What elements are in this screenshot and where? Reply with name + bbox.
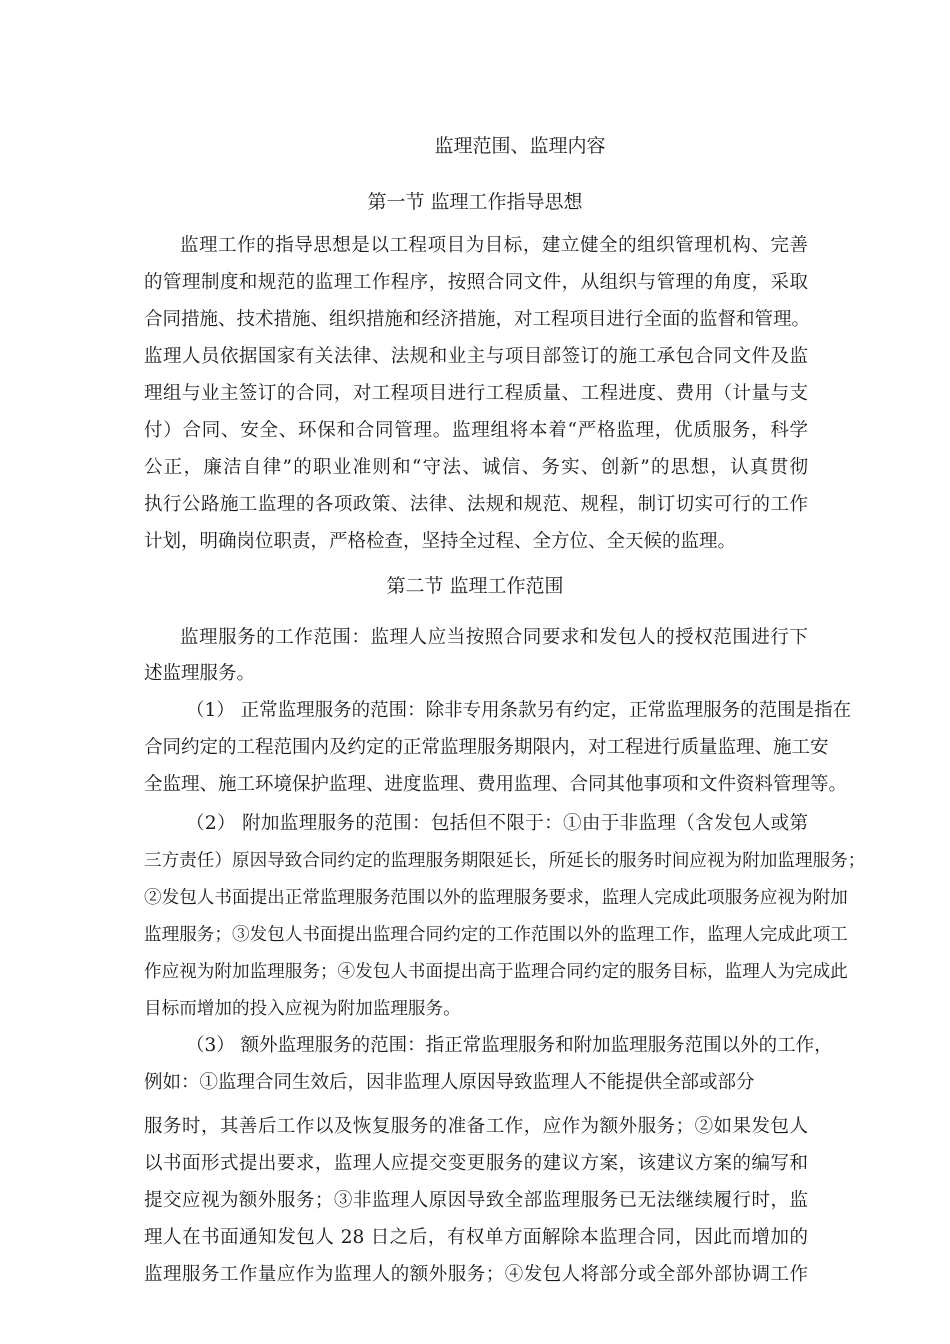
section2-heading: 第二节 监理工作范围: [386, 575, 564, 597]
document-title: 监理范围、监理内容: [434, 135, 606, 157]
item2-paragraph-line: 监理服务；③发包人书面提出监理合同约定的工作范围以外的监理工作，监理人完成此项工: [144, 925, 848, 945]
item3-paragraph-line: 以书面形式提出要求，监理人应提交变更服务的建议方案，该建议方案的编写和: [144, 1153, 808, 1174]
section1-paragraph-line: 合同措施、技术措施、组织措施和经济措施，对工程项目进行全面的监督和管理。: [144, 309, 811, 330]
item2-paragraph-line: 作应视为附加监理服务；④发包人书面提出高于监理合同约定的服务目标，监理人为完成此: [144, 962, 848, 982]
item3-paragraph-line: 提交应视为额外服务；③非监理人原因导致全部监理服务已无法继续履行时，监: [144, 1190, 808, 1211]
intro-paragraph-line: 监理服务的工作范围：监理人应当按照合同要求和发包人的授权范围进行下: [180, 627, 808, 648]
item3-paragraph-line: 理人在书面通知发包人 28 日之后，有权单方面解除本监理合同，因此而增加的: [144, 1227, 808, 1248]
section1-paragraph-line: 公正，廉洁自律”的职业准则和“守法、诚信、务实、创新”的思想，认真贯彻: [144, 457, 808, 478]
intro-paragraph-line: 述监理服务。: [144, 663, 256, 684]
section1-paragraph-line: 执行公路施工监理的各项政策、法律、法规和规范、规程，制订切实可行的工作: [144, 494, 808, 515]
item2-paragraph-line: 目标而增加的投入应视为附加监理服务。: [144, 999, 461, 1019]
item1-paragraph-line: 合同约定的工程范围内及约定的正常监理服务期限内，对工程进行质量监理、施工安: [144, 737, 829, 758]
section1-paragraph-line: 付）合同、安全、环保和合同管理。监理组将本着“严格监理，优质服务，科学: [144, 420, 808, 441]
item3-paragraph-line: 服务时，其善后工作以及恢复服务的准备工作，应作为额外服务；②如果发包人: [144, 1116, 808, 1137]
item2-paragraph-line: （2） 附加监理服务的范围：包括但不限于：①由于非监理（含发包人或第: [186, 813, 808, 834]
section1-paragraph-line: 计划，明确岗位职责，严格检查，坚持全过程、全方位、全天候的监理。: [144, 531, 737, 552]
section1-heading: 第一节 监理工作指导思想: [367, 191, 583, 213]
section1-paragraph-line: 监理工作的指导思想是以工程项目为目标，建立健全的组织管理机构、完善: [180, 235, 808, 256]
item3-paragraph-line: 例如：①监理合同生效后，因非监理人原因导致监理人不能提供全部或部分: [144, 1072, 755, 1093]
section1-paragraph-line: 的管理制度和规范的监理工作程序，按照合同文件，从组织与管理的角度，采取: [144, 272, 808, 293]
item2-paragraph-line: 三方责任）原因导致合同约定的监理服务期限延长，所延长的服务时间应视为附加监理服务；: [144, 851, 866, 871]
item3-paragraph-line: （3） 额外监理服务的范围：指正常监理服务和附加监理服务范围以外的工作，: [186, 1035, 833, 1056]
section1-paragraph-line: 监理人员依据国家有关法律、法规和业主与项目部签订的施工承包合同文件及监: [144, 346, 808, 367]
item1-paragraph-line: （1） 正常监理服务的范围：除非专用条款另有约定，正常监理服务的范围是指在: [186, 700, 852, 721]
item2-paragraph-line: ②发包人书面提出正常监理服务范围以外的监理服务要求，监理人完成此项服务应视为附加: [144, 888, 848, 908]
item3-paragraph-line: 监理服务工作量应作为监理人的额外服务；④发包人将部分或全部外部协调工作: [144, 1264, 808, 1285]
item1-paragraph-line: 全监理、施工环境保护监理、进度监理、费用监理、合同其他事项和文件资料管理等。: [144, 774, 848, 795]
section1-paragraph-line: 理组与业主签订的合同，对工程项目进行工程质量、工程进度、费用（计量与支: [144, 383, 808, 404]
